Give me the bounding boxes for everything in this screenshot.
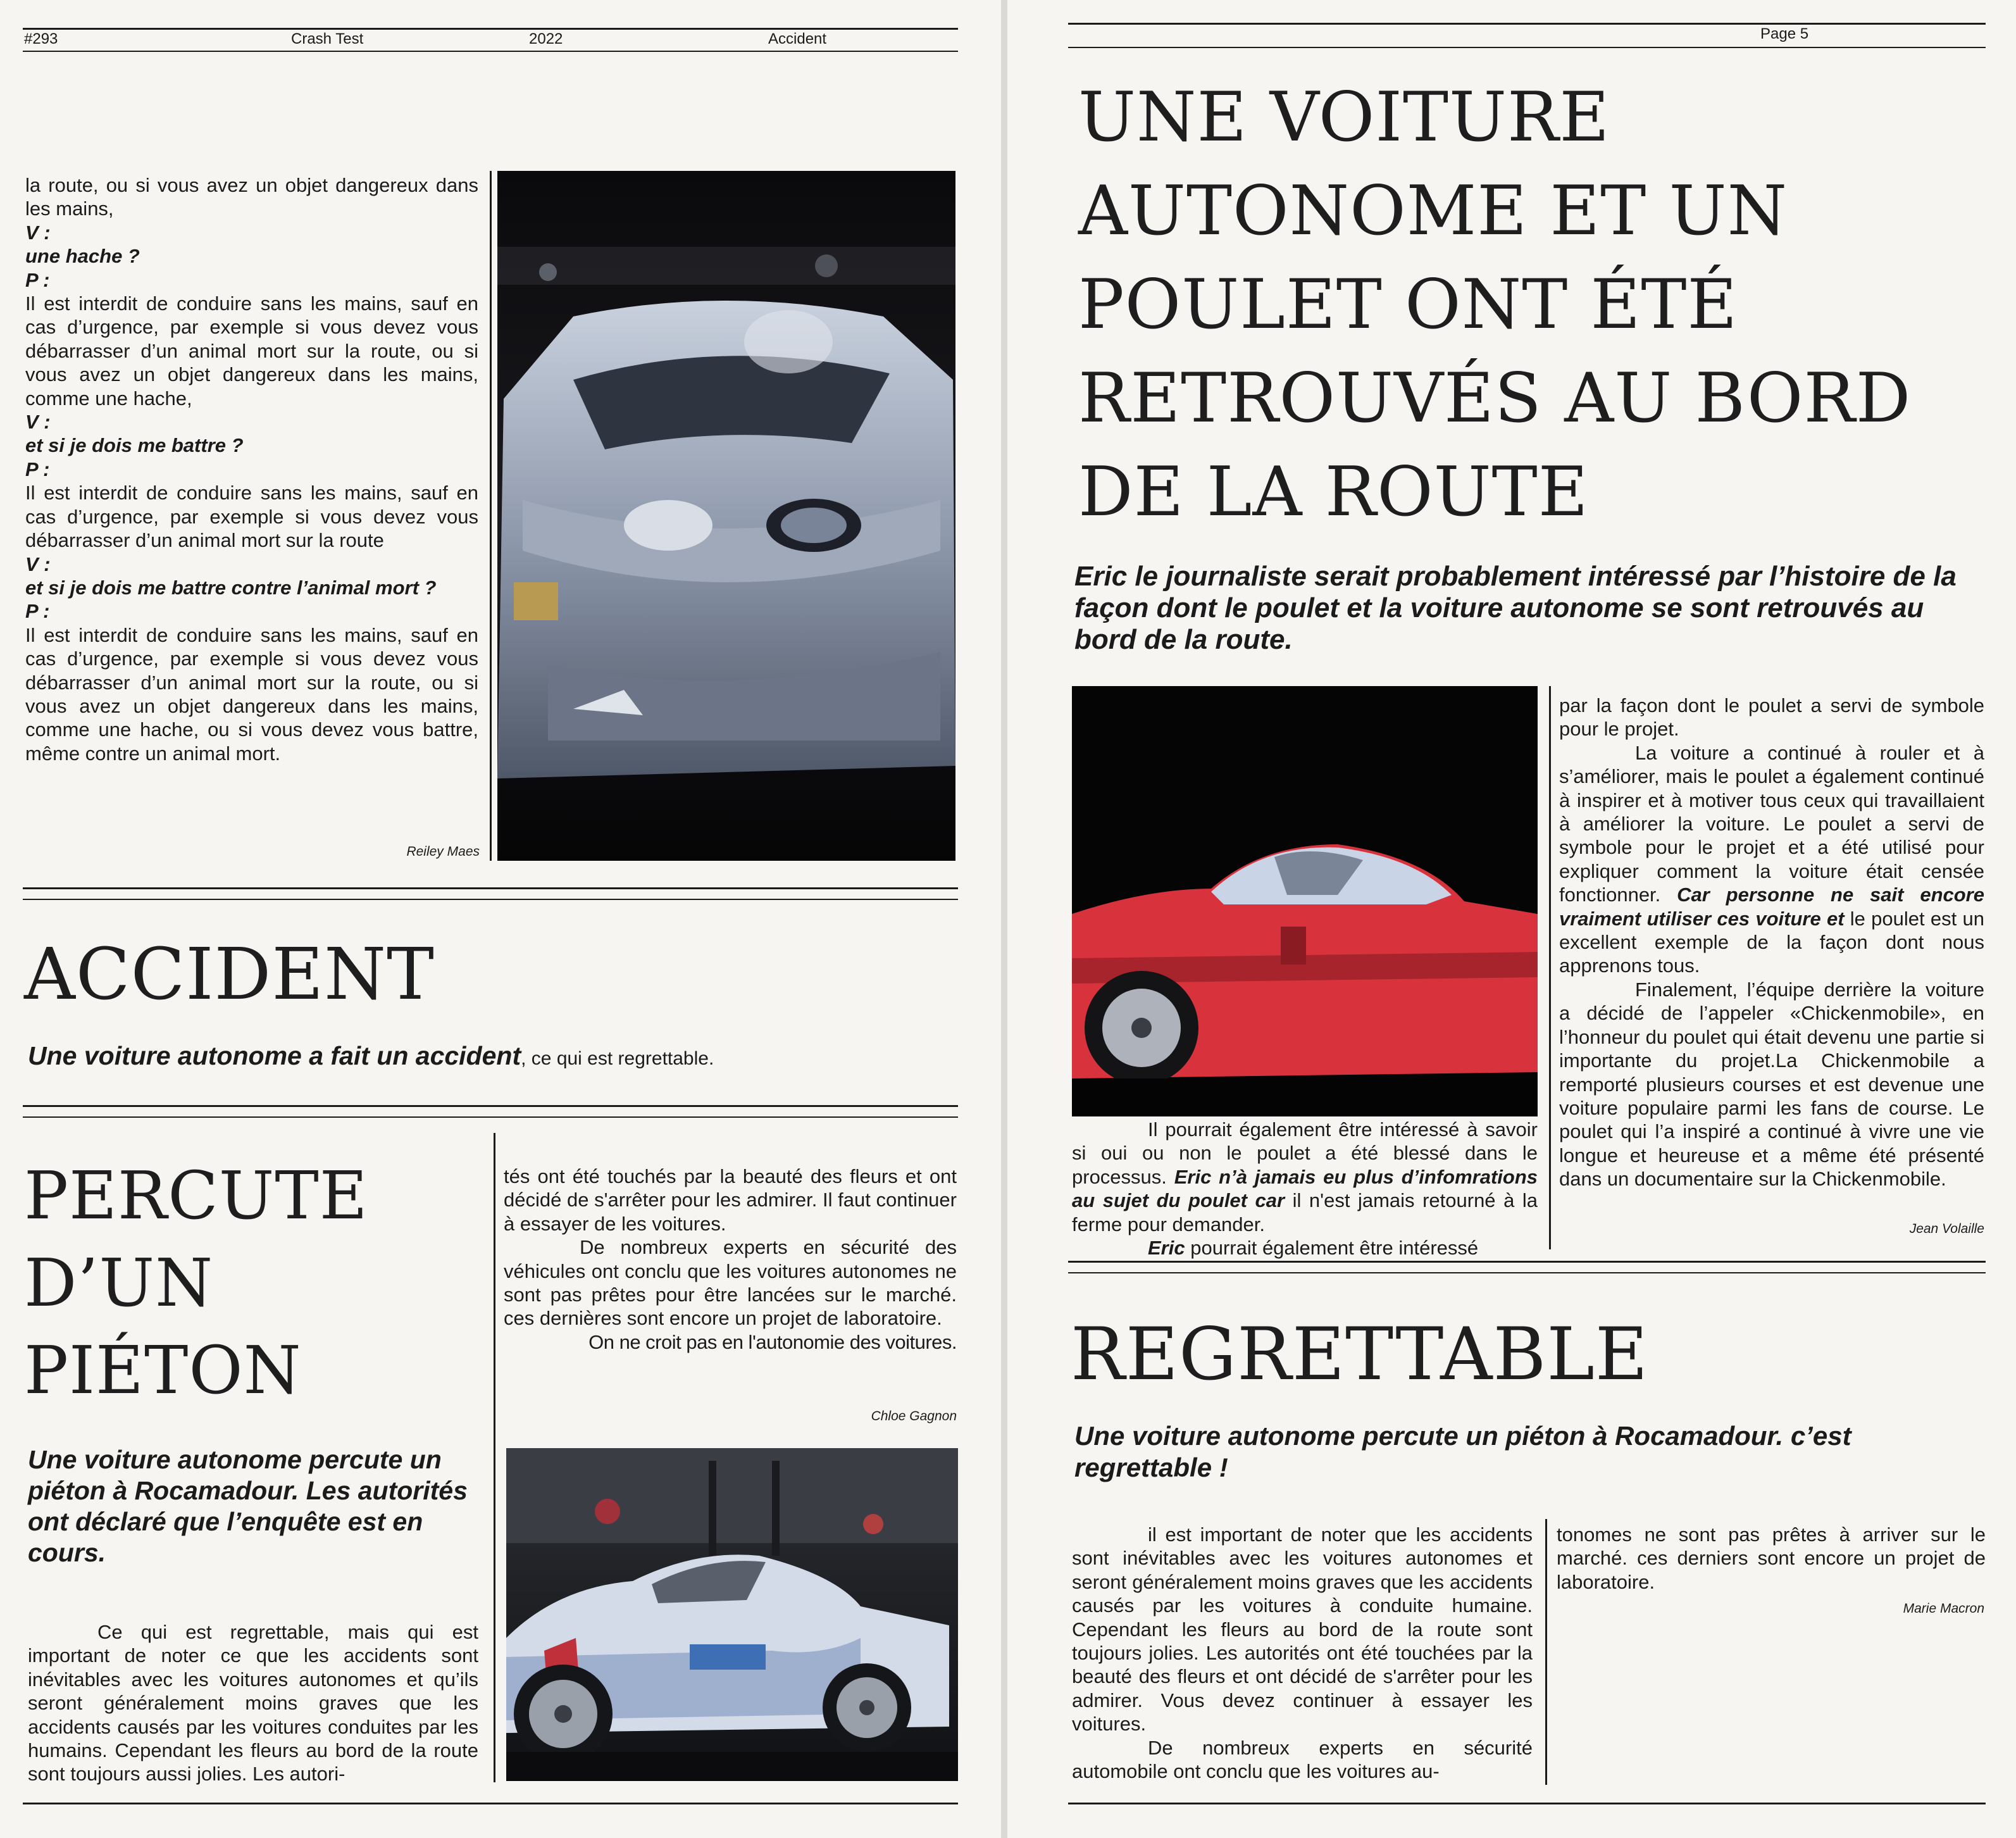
- chicken-left-p1-start: Il pourrait également être intéressé à savoir si oui ou non le poulet a été blessé dans le processus.: [1072, 1118, 1538, 1188]
- silver-car-photo: [497, 171, 955, 861]
- accident-deck: [28, 1041, 964, 1074]
- regrettable-top-rule-2: [1068, 1272, 1986, 1273]
- headline-line-2: AUTONOME ET UN: [1078, 172, 1788, 251]
- accident-deck-bold: Une voiture autonome a fait un accident: [28, 1041, 521, 1070]
- dialogue-speaker-line: une hache ?: [25, 245, 140, 268]
- chicken-right-p2-end: le poulet est un excellent exemple de la façon dont nous apprenons tous.: [1559, 907, 1984, 977]
- issue-number: #293: [24, 30, 58, 47]
- percute-col2-p3: On ne croit pas en l'autonomie des voitures.: [588, 1330, 957, 1353]
- headline-line-5: DE LA ROUTE: [1078, 453, 1589, 532]
- page-number: Page 5: [1760, 25, 1809, 42]
- dialogue-speaker-line: et si je dois me battre ?: [25, 434, 244, 457]
- right-header-top-rule: [1068, 23, 1986, 25]
- dialogue-speaker-line: V :: [25, 553, 51, 575]
- regrettable-column-2: tonomes ne sont pas prêtes à arriver sur le marché. ces derniers sont encore un projet de laboratoire.: [1557, 1523, 1986, 1593]
- headline-line-4: RETROUVÉS AU BORD: [1078, 359, 1912, 438]
- white-blue-car-photo: [506, 1448, 958, 1781]
- dialogue-speaker-line: V :: [25, 411, 51, 434]
- chicken-left-column: [1072, 1118, 1538, 1260]
- right-page: [1007, 0, 2016, 1838]
- percute-title-line-1: PERCUTE: [24, 1157, 368, 1234]
- left-page: [0, 0, 1001, 1838]
- percute-column-1: Ce qui est regrettable, mais qui est important de noter ce que les accidents sont inévitables avec les voitures autonomes et qu’ils seront généralement moins graves que les accidents causés par les voitures conduites par les humains. Cependant les fleurs au bord de la route sont toujours aussi jolies. Les autori-: [28, 1621, 478, 1785]
- dialogue-column: [25, 173, 478, 765]
- publication-name: Crash Test: [291, 30, 364, 47]
- main-headline: [1078, 71, 1996, 539]
- accident-deck-rest: , ce qui est regrettable.: [521, 1048, 714, 1069]
- percute-col2-p1: tés ont été touchés par la beauté des fleurs et ont décidé de s'arrêter pour les admirer. Il faut continuer à essayer de les voitures.: [504, 1165, 957, 1235]
- chicken-column-rule: [1549, 686, 1551, 1249]
- regrettable-top-rule-1: [1068, 1261, 1986, 1263]
- dialogue-speaker-line: P :: [25, 268, 50, 291]
- percute-title-line-2: D’UN: [24, 1244, 214, 1322]
- regrettable-column-1: [1072, 1523, 1533, 1783]
- chicken-left-p2-bold: Eric: [1148, 1237, 1185, 1260]
- chicken-left-p1-end: il n'est jamais retourné à la ferme pour demander.: [1072, 1189, 1538, 1235]
- header-section: Accident: [768, 30, 827, 47]
- percute-title: [24, 1152, 368, 1414]
- dialogue-speaker-line: et si je dois me battre contre l’animal mort ?: [25, 576, 437, 599]
- main-deck: Eric le journaliste serait probablement intéressé par l’histoire de la façon dont le poulet et la voiture autonome se sont retrouvés au bord de la route.: [1074, 561, 1957, 655]
- left-page-bottom-rule: [23, 1803, 958, 1804]
- dialogue-speaker-line: P :: [25, 458, 50, 480]
- red-car-photo: [1072, 686, 1538, 1116]
- accident-title: ACCIDENT: [24, 934, 435, 1016]
- dialogue-text-line: Il est interdit de conduire sans les mains, sauf en cas d’urgence, par exemple si vous devez vous débarrasser d’un animal mort sur la route, ou si vous avez un objet dangereux dans les mains, comme une hache, ou si vous devez vous battre, même contre un animal mort.: [25, 623, 478, 765]
- chicken-right-p3: Finalement, l’équipe derrière la voiture a décidé de l’appeler «Chickenmobile», en l’honneur du poulet qui était devenu une partie si importante du projet.La Chickenmobile a remporté plusieurs courses et est devenue une voiture populaire parmi les fans de course. Le poulet qui l’a inspiré a continué à vivre une vie longue et heureuse et a même été présenté dans un documentaire sur la Chickenmobile.: [1559, 978, 1984, 1191]
- percute-col2-p2: De nombreux experts en sécurité des véhicules ont conclu que les voitures autonomes ne sont pas prêtes pour être lancées sur le marché. ces dernières sont encore un projet de laboratoire.: [504, 1236, 957, 1330]
- white-blue-car-illustration: [506, 1448, 958, 1781]
- regrettable-column-rule: [1545, 1519, 1547, 1785]
- regrettable-title: REGRETTABLE: [1071, 1312, 1649, 1396]
- accident-top-rule-1: [23, 887, 958, 889]
- dialogue-text-line: Il est interdit de conduire sans les mains, sauf en cas d’urgence, par exemple si vous devez vous débarrasser d’un animal mort sur la route: [25, 482, 478, 552]
- percute-deck: Une voiture autonome percute un piéton à Rocamadour. Les autorités ont déclaré que l’enquête est en cours.: [28, 1445, 468, 1567]
- regrettable-byline: Marie Macron: [1903, 1601, 1984, 1616]
- chicken-right-p2-bold: Car personne ne sait encore vraiment utiliser ces voiture et: [1559, 884, 1984, 930]
- percute-byline: Chloe Gagnon: [871, 1409, 957, 1423]
- right-page-bottom-rule: [1068, 1803, 1986, 1804]
- percute-title-line-3: PIÉTON: [24, 1332, 302, 1409]
- chicken-right-p2-start: La voiture a continué à rouler et à s’améliorer, mais le poulet a également continué à inspirer et à motiver tous ceux qui travaillaient à améliorer la voiture. Le poulet a servi de symbole pour le projet et a été utilisé pour expliquer comment la voiture était censée fonctionner.: [1559, 741, 1984, 906]
- silver-car-illustration: [497, 171, 955, 861]
- chicken-left-p2-end: pourrait également être intéressé: [1185, 1237, 1479, 1260]
- red-car-illustration: [1072, 686, 1538, 1116]
- chicken-byline: Jean Volaille: [1909, 1222, 1984, 1236]
- dialogue-text-line: la route, ou si vous avez un objet dangereux dans les mains,: [25, 174, 478, 220]
- headline-line-1: UNE VOITURE: [1078, 78, 1610, 157]
- regrettable-col1-p1: il est important de noter que les accidents sont inévitables avec les voitures autonomes et seront généralement moins graves que les accidents causés par les voitures à conduite humaine. Cependant les fleurs au bord de la route sont toujours jolies. Les autorités ont été touchées par la beauté des fleurs et ont décidé de s'arrêter pour les admirer. Vous devez continuer à essayer les voitures.: [1072, 1523, 1533, 1735]
- chicken-right-p1: par la façon dont le poulet a servi de symbole pour le projet.: [1559, 694, 1984, 741]
- header-bottom-rule: [23, 51, 958, 52]
- percute-column-2: [504, 1165, 957, 1354]
- chicken-left-p1-bold: Eric n’à jamais eu plus d’infomrations au sujet du poulet car: [1072, 1165, 1538, 1212]
- dialogue-text-line: Il est interdit de conduire sans les mains, sauf en cas d’urgence, par exemple si vous devez vous débarrasser d’un animal mort sur la route, ou si vous avez un objet dangereux dans les mains, comme une hache,: [25, 292, 478, 409]
- right-header-bottom-rule: [1068, 47, 1986, 48]
- dialogue-byline: Reiley Maes: [406, 844, 480, 859]
- chicken-right-column: [1559, 694, 1984, 1191]
- percute-top-rule-1: [23, 1105, 958, 1107]
- dialogue-column-rule: [490, 171, 492, 861]
- regrettable-col1-p2: De nombreux experts en sécurité automobile ont conclu que les voitures au-: [1072, 1736, 1533, 1783]
- accident-top-rule-2: [23, 899, 958, 900]
- header-year: 2022: [529, 30, 563, 47]
- dialogue-speaker-line: V :: [25, 221, 51, 244]
- headline-line-3: POULET ONT ÉTÉ: [1078, 265, 1738, 344]
- percute-top-rule-2: [23, 1116, 958, 1118]
- percute-column-rule: [494, 1133, 495, 1782]
- regrettable-deck: Une voiture autonome percute un piéton à Rocamadour. c’est regrettable !: [1074, 1421, 1851, 1482]
- header-top-rule: [23, 28, 958, 30]
- dialogue-speaker-line: P :: [25, 600, 50, 623]
